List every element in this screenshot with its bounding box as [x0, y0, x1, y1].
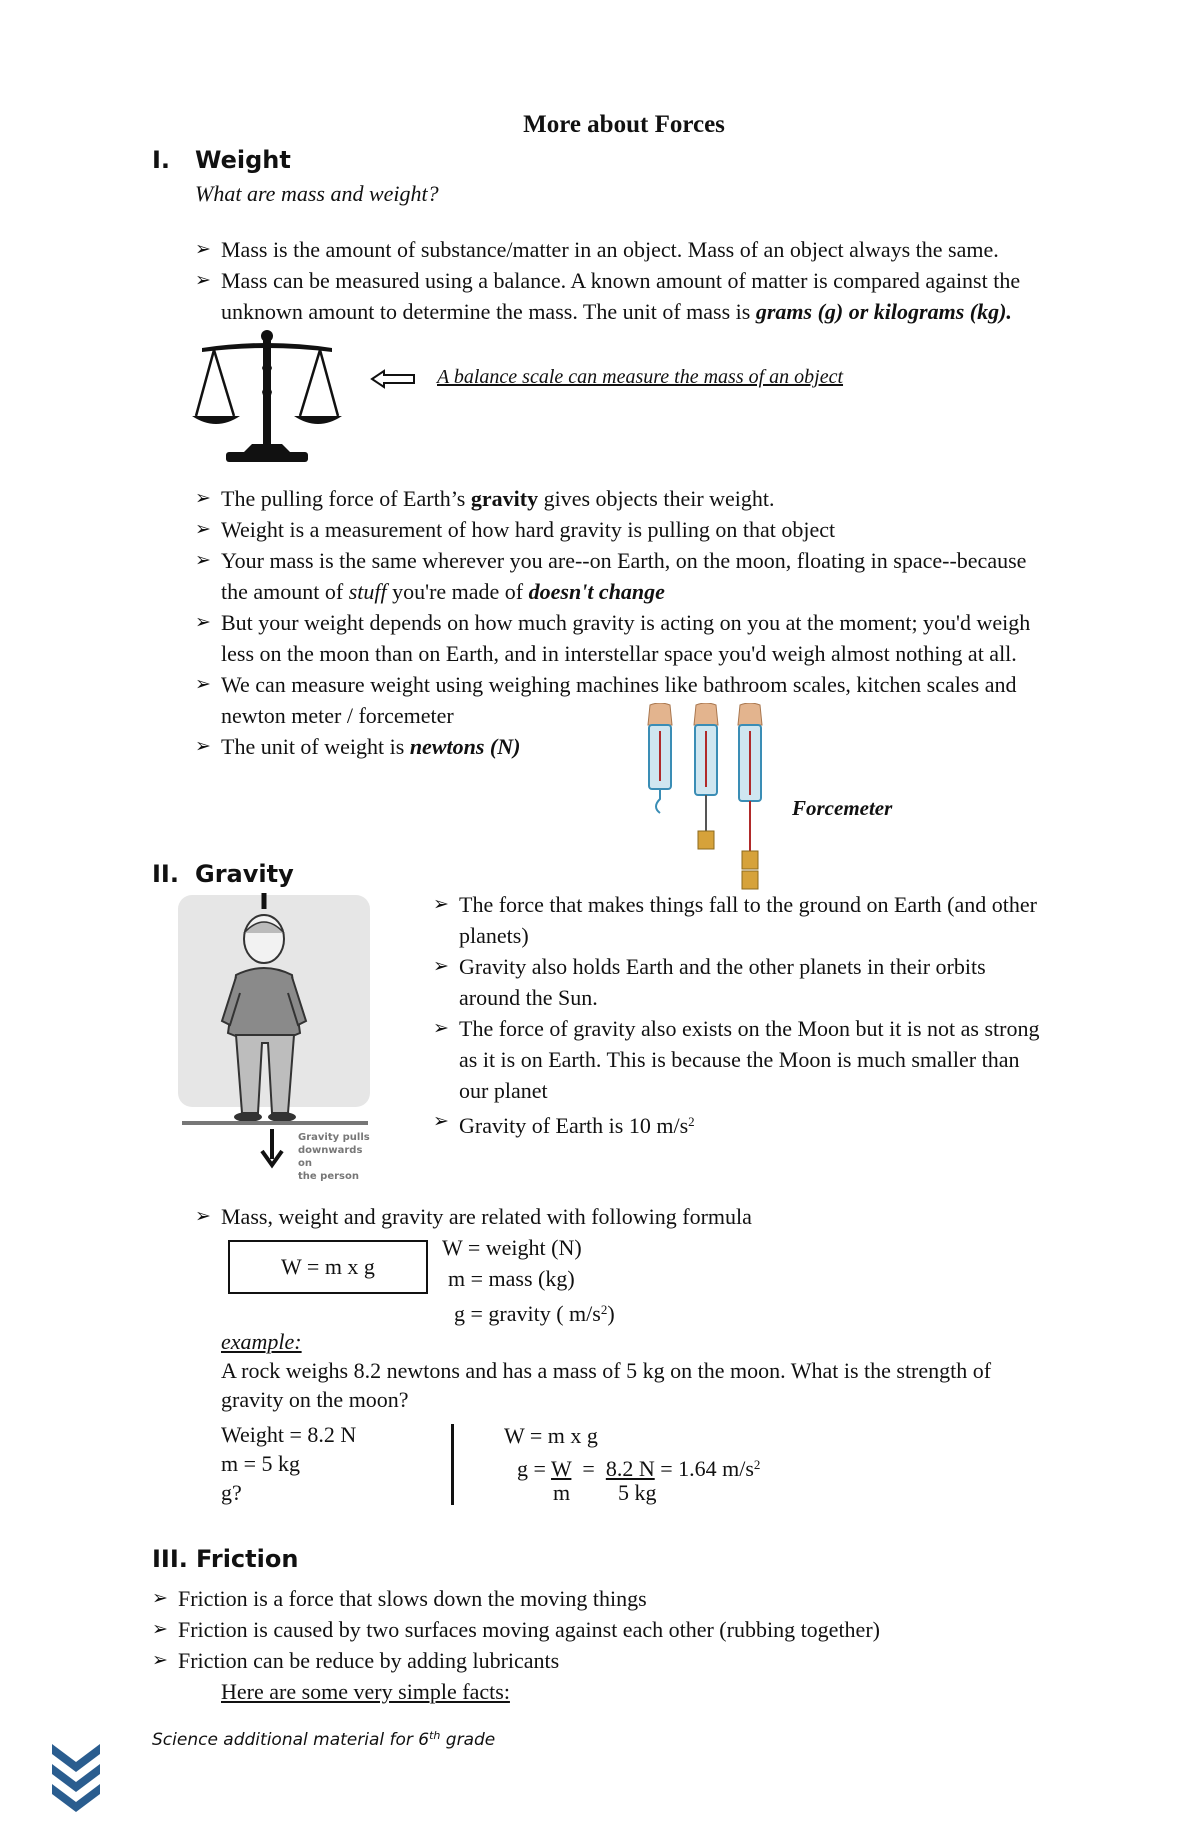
example-text: A rock weighs 8.2 newtons and has a mass of 5 kg on the moon. What is the strength of gravity on the moon?: [221, 1358, 992, 1412]
list-item: ➢ Mass is the amount of substance/matter in an object. Mass of an object always the same.: [195, 234, 1125, 265]
list-item: ➢ Friction can be reduce by adding lubricants: [152, 1645, 1112, 1676]
example-given: [221, 1420, 356, 1507]
list-item: ➢ The force of gravity also exists on the Moon but it is not as strong as it is on Earth. This is because the Moon is much smaller than our planet: [433, 1013, 1113, 1106]
list-item: ➢ The force that makes things fall to the ground on Earth (and other planets): [433, 889, 1113, 951]
solution-den1: m: [553, 1480, 571, 1505]
list-item: ➢ Mass, weight and gravity are related with following formula: [195, 1201, 1125, 1232]
example-label: example:: [221, 1329, 302, 1354]
solution-den2: 5 kg: [618, 1480, 657, 1505]
list-item: ➢ Gravity of Earth is 10 $m/s^2$: [433, 1106, 1113, 1141]
section-title: Friction: [196, 1545, 299, 1573]
list-item: ➢ Weight is a measurement of how hard gravity is pulling on that object: [195, 514, 1125, 545]
given-weight: Weight = 8.2 N: [221, 1422, 357, 1447]
facts-intro: Here are some very simple facts:: [221, 1679, 510, 1704]
legend-mass: m = mass (kg): [448, 1266, 575, 1291]
balance-scale-icon: [192, 328, 342, 463]
page-title: More about Forces: [523, 111, 725, 138]
section-title: Gravity: [195, 860, 294, 888]
list-item: ➢ Your mass is the same wherever you are--on Earth, on the moon, floating in space--because the amount of stuff you're made of doesn't change: [195, 545, 1125, 607]
list-item: ➢ Gravity also holds Earth and the other planets in their orbits around the Sun.: [433, 951, 1113, 1013]
section-title: Weight: [195, 146, 291, 174]
footer-text: Science additional material for 6th grade: [152, 1729, 496, 1750]
list-item: ➢ Mass can be measured using a balance. A known amount of matter is compared against the unknown amount to determine the mass. The unit of mass is grams (g) or kilograms (kg).: [195, 265, 1125, 327]
given-unknown: g?: [221, 1480, 242, 1505]
given-mass: m = 5 kg: [221, 1451, 301, 1476]
solution-line2: g = W = 8.2 N = 1.64 $m/s^2$: [517, 1456, 761, 1481]
formula-box: W = m x g: [228, 1240, 428, 1294]
arrow-left-icon: [370, 368, 416, 390]
section-heading-weight: [152, 146, 291, 174]
forcemeter-illustration: [640, 703, 800, 893]
list-item: ➢ But your weight depends on how much gravity is acting on you at the moment; you'd weigh less on the moon than on Earth, and in interstellar space you'd weigh almost nothing at all.: [195, 607, 1125, 669]
list-item: ➢ Friction is caused by two surfaces moving against each other (rubbing together): [152, 1614, 1112, 1645]
divider: [451, 1424, 454, 1505]
gravity-bullets: [433, 889, 1113, 1141]
legend-gravity: g = gravity ( $m/s^2$): [454, 1301, 615, 1326]
friction-bullets: [152, 1583, 1112, 1676]
list-item: ➢ The pulling force of Earth’s gravity gives objects their weight.: [195, 483, 1125, 514]
chevron-down-icon: [50, 1740, 102, 1815]
gravity-figure-caption: Gravity pulls downwards on the person: [298, 1132, 370, 1182]
legend-weight: W = weight (N): [442, 1235, 582, 1260]
weight-question: What are mass and weight?: [195, 181, 439, 206]
mass-bullets: [195, 234, 1125, 327]
list-item: ➢ We can measure weight using weighing machines like bathroom scales, kitchen scales and newton meter / forcemeter: [195, 669, 1125, 731]
solution-line1: W = m x g: [504, 1423, 598, 1448]
forcemeter-caption: Forcemeter: [792, 796, 893, 820]
section-numeral: I.: [152, 146, 171, 174]
section-numeral: III.: [152, 1545, 188, 1573]
section-heading-gravity: [152, 860, 294, 888]
list-item: ➢ The unit of weight is newtons (N): [195, 731, 1125, 762]
balance-caption: A balance scale can measure the mass of an object: [437, 366, 844, 388]
gravity-figure: [178, 893, 370, 1182]
formula-legend: [442, 1232, 615, 1329]
formula-bullet: [195, 1201, 1125, 1232]
list-item: ➢ Friction is a force that slows down the moving things: [152, 1583, 1112, 1614]
section-numeral: II.: [152, 860, 179, 888]
section-heading-friction: [152, 1545, 298, 1573]
